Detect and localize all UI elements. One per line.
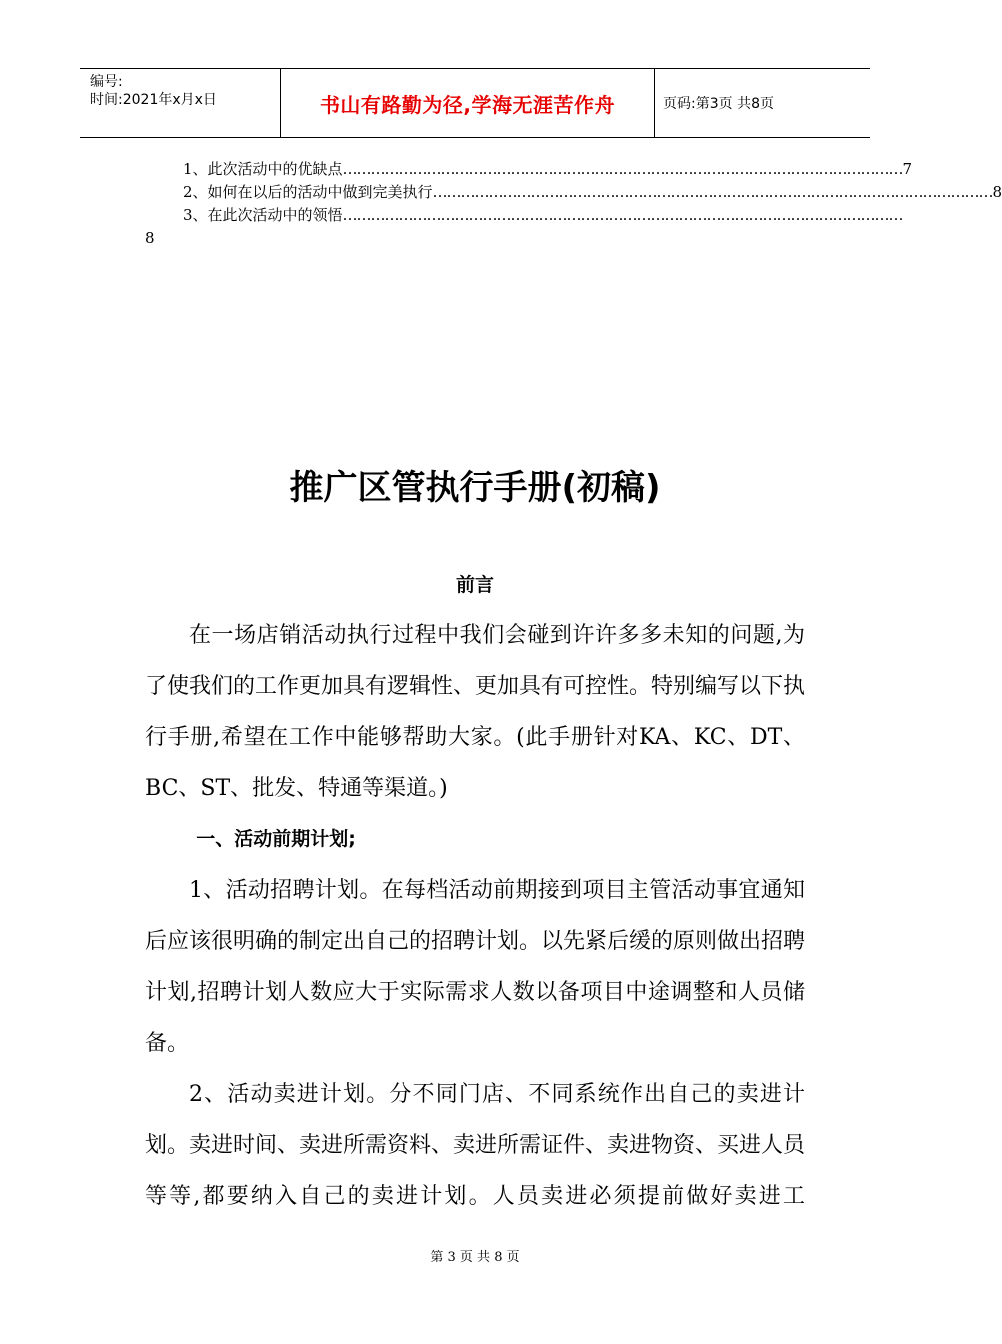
preface-heading: 前言 [455,574,494,596]
toc-item-page: 7 [902,160,913,178]
header-motto: 书山有路勤为径,学海无涯苦作舟 [319,92,616,117]
toc-item-text: 1、此次活动中的优缺点 [183,160,343,178]
page-footer: 第 3 页 共 8 页 [430,1250,520,1265]
toc-item[interactable] [145,181,1002,204]
table-of-contents [145,158,1002,250]
section-heading: 一、活动前期计划; [196,828,356,850]
preface-paragraph: 在一场店销活动执行过程中我们会碰到许许多多未知的问题,为了使我们的工作更加具有逻辑性、更加具有可控性。特别编写以下执行手册,希望在工作中能够帮助大家。(此手册针对KA、KC、DT、BC、ST、批发、特通等渠道。) [145,623,806,801]
document-body [145,610,805,1222]
body-paragraph: 2、活动卖进计划。分不同门店、不同系统作出自己的卖进计划。卖进时间、卖进所需资料、卖进所需证件、卖进物资、买进人员等等,都要纳入自己的卖进计划。人员卖进必须提前做好卖进工 [145,1082,806,1209]
document-title: 推广区管执行手册(初稿) [289,468,661,508]
toc-leader-dots: ………………………………………………………………………………………………………… [432,183,993,201]
toc-item-text: 2、如何在以后的活动中做到完美执行 [183,183,433,201]
page-header [80,68,870,138]
serial-label: 编号: [90,74,123,90]
toc-leader-dots: ………………………………………………………………………………………………………… [342,160,903,178]
toc-item-page-wrapped: 8 [145,229,155,247]
toc-item[interactable] [145,204,903,227]
page-info-text: 页码:第3页 共8页 [663,96,774,112]
header-page-info [653,69,870,137]
date-label: 时间:2021年x月x日 [90,92,217,108]
header-motto-cell [280,69,655,137]
toc-leader-dots: ………………………………………………………………………………………………………… [342,206,903,224]
toc-item-page: 8 [992,183,1002,201]
toc-item-text: 3、在此次活动中的领悟 [183,206,343,224]
body-paragraph: 1、活动招聘计划。在每档活动前期接到项目主管活动事宜通知后应该很明确的制定出自己的招聘计划。以先紧后缓的原则做出招聘计划,招聘计划人数应大于实际需求人数以备项目中途调整和人员储备。 [145,878,806,1056]
header-meta [80,69,280,137]
toc-item[interactable] [145,158,913,181]
